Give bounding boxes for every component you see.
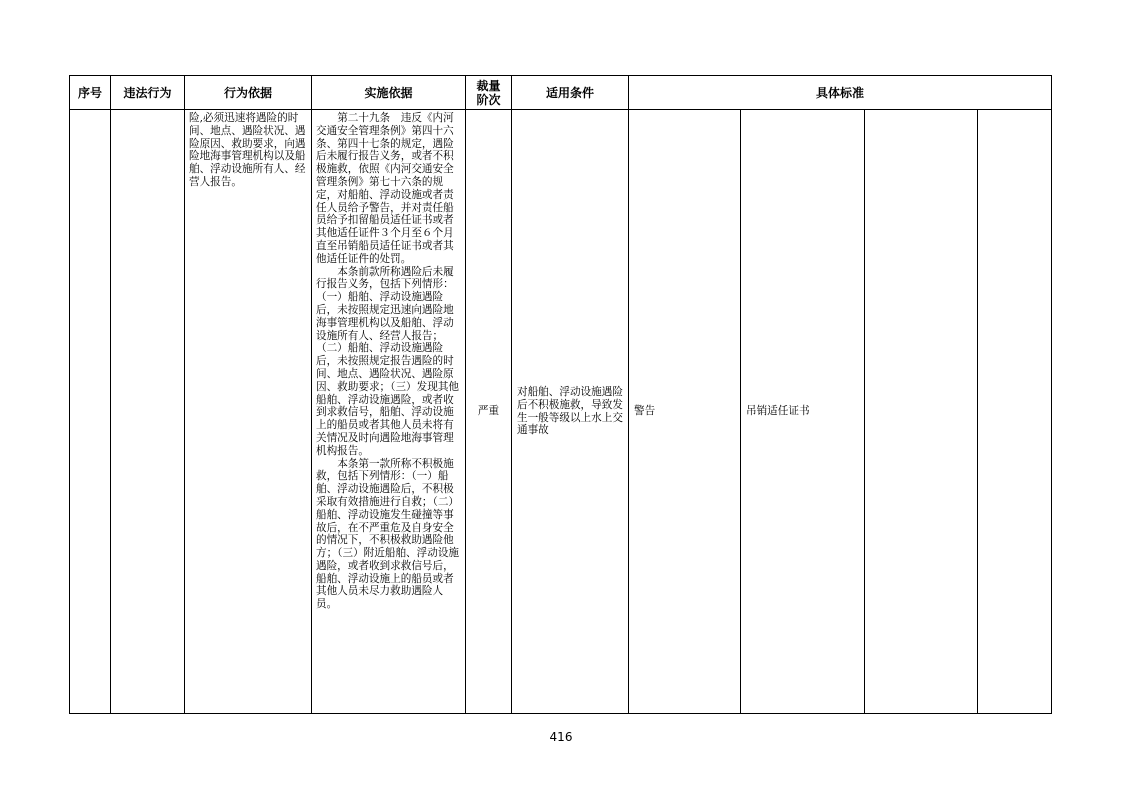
cell-standard-empty-2 <box>978 110 1052 714</box>
cell-level: 严重 <box>466 110 512 714</box>
header-seq: 序号 <box>70 76 111 110</box>
header-impl-basis: 实施依据 <box>312 76 466 110</box>
cell-violation <box>111 110 185 714</box>
header-standard: 具体标准 <box>629 76 1052 110</box>
cell-standard-warning: 警告 <box>629 110 741 714</box>
header-violation: 违法行为 <box>111 76 185 110</box>
impl-basis-paragraph-3: 本条第一款所称不积极施救，包括下列情形：（一）船舶、浮动设施遇险后，不积极采取有效措施进行自救；（二）船舶、浮动设施发生碰撞等事故后，在不严重危及自身安全的情况下，不积极救助遇险他方；（三）附近船舶、浮动设施遇险，或者收到求救信号后，船舶、浮动设施上的船员或者其他人员未尽力救助遇险人员。 <box>316 457 460 611</box>
page-number: 416 <box>549 730 573 744</box>
header-row <box>70 76 1052 110</box>
header-level-line1: 裁量 <box>476 78 501 93</box>
cell-standard-empty-1 <box>865 110 978 714</box>
header-act-basis: 行为依据 <box>185 76 312 110</box>
header-condition: 适用条件 <box>512 76 629 110</box>
cell-condition: 对船舶、浮动设施遇险后不积极施救，导致发生一般等级以上水上交通事故 <box>512 110 629 714</box>
header-level-line2: 阶次 <box>476 92 501 107</box>
cell-standard-revoke: 吊销适任证书 <box>741 110 865 714</box>
impl-basis-paragraph-1: 第二十九条 违反《内河交通安全管理条例》第四十六条、第四十七条的规定，遇险后未履行报告义务，或者不积极施救，依照《内河交通安全管理条例》第七十六条的规定，对船舶、浮动设施或者责任人员给予警告，并对责任船员给予扣留船员适任证书或者其他适任证件３个月至６个月直至吊销船员适任证书或者其他适任证件的处罚。 <box>316 112 454 265</box>
penalty-table <box>69 75 1052 714</box>
header-level <box>466 76 512 110</box>
table-row <box>70 110 1052 714</box>
cell-seq <box>70 110 111 714</box>
cell-impl-basis <box>312 110 466 714</box>
impl-basis-paragraph-2: 本条前款所称遇险后未履行报告义务，包括下列情形：（一）船舶、浮动设施遇险后，未按照规定迅速向遇险地海事管理机构以及船舶、浮动设施所有人、经营人报告；（二）船舶、浮动设施遇险后，未按照规定报告遇险的时间、地点、遇险状况、遇险原因、救助要求；（三）发现其他船舶、浮动设施遇险，或者收到求救信号，船舶、浮动设施上的船员或者其他人员未将有关情况及时向遇险地海事管理机构报告。 <box>316 265 460 457</box>
act-basis-text: 险,必须迅速将遇险的时间、地点、遇险状况、遇险原因、救助要求，向遇险地海事管理机构以及船舶、浮动设施所有人、经营人报告。 <box>189 112 306 188</box>
cell-act-basis <box>185 110 312 714</box>
